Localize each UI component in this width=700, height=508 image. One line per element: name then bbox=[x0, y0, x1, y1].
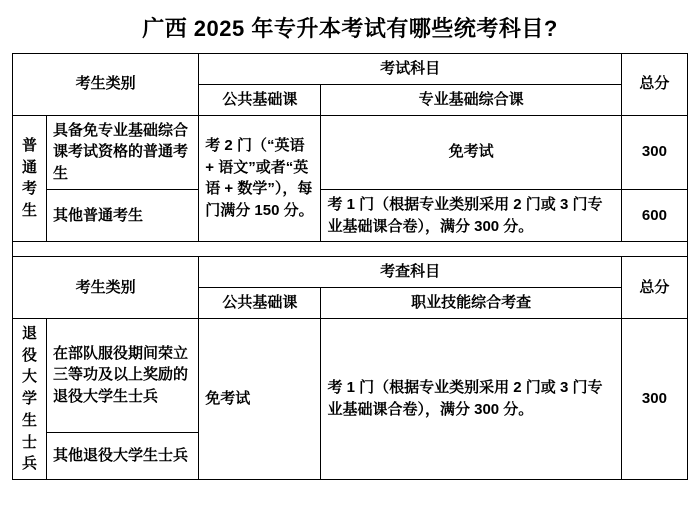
major-course-value-1: 免考试 bbox=[321, 115, 621, 189]
exam-subjects-table bbox=[12, 53, 688, 480]
row-subcategory: 具备免专业基础综合课考试资格的普通考生 bbox=[47, 115, 199, 189]
group-label-char: 大 bbox=[22, 368, 38, 386]
table-row bbox=[13, 115, 688, 189]
group-label-veteran bbox=[13, 318, 47, 479]
group-label-char: 通 bbox=[22, 158, 38, 176]
header-public-course-1: 公共基础课 bbox=[199, 84, 321, 115]
row-subcategory: 在部队服役期间荣立三等功及以上奖励的退役大学生士兵 bbox=[47, 318, 199, 432]
group-label-ordinary bbox=[13, 115, 47, 242]
table-row bbox=[13, 257, 688, 288]
header-major-course-2: 职业技能综合考查 bbox=[321, 288, 621, 319]
header-total-1: 总分 bbox=[621, 54, 687, 116]
group-label-char: 生 bbox=[22, 411, 38, 429]
major-course-value-3: 考 1 门（根据专业类别采用 2 门或 3 门专业基础课合卷），满分 300 分。 bbox=[321, 318, 621, 479]
total-value-1: 300 bbox=[621, 115, 687, 189]
table-separator bbox=[13, 242, 688, 257]
header-total-2: 总分 bbox=[621, 257, 687, 319]
group-label-char: 士 bbox=[22, 433, 38, 451]
header-subjects-group-2: 考查科目 bbox=[199, 257, 622, 288]
group-label-char: 生 bbox=[22, 202, 38, 220]
total-value-2: 600 bbox=[621, 189, 687, 242]
header-category-2: 考生类别 bbox=[13, 257, 199, 319]
total-value-3: 300 bbox=[621, 318, 687, 479]
major-course-value-2: 考 1 门（根据专业类别采用 2 门或 3 门专业基础课合卷），满分 300 分。 bbox=[321, 189, 621, 242]
public-course-value-2: 免考试 bbox=[199, 318, 321, 479]
table-row bbox=[13, 54, 688, 85]
group-label-char: 普 bbox=[22, 136, 38, 154]
header-public-course-2: 公共基础课 bbox=[199, 288, 321, 319]
row-subcategory: 其他普通考生 bbox=[47, 189, 199, 242]
header-major-course-1: 专业基础综合课 bbox=[321, 84, 621, 115]
page-title: 广西 2025 年专升本考试有哪些统考科目? bbox=[142, 16, 558, 41]
group-label-char: 退 bbox=[22, 324, 38, 342]
table-row bbox=[13, 318, 688, 432]
row-subcategory: 其他退役大学生士兵 bbox=[47, 432, 199, 479]
group-label-char: 考 bbox=[22, 180, 38, 198]
group-label-char: 役 bbox=[22, 346, 38, 364]
public-course-value-1: 考 2 门（“英语 + 语文”或者“英语 + 数学”），每门满分 150 分。 bbox=[199, 115, 321, 242]
group-label-char: 兵 bbox=[22, 455, 38, 473]
header-subjects-group-1: 考试科目 bbox=[199, 54, 622, 85]
table-row bbox=[13, 189, 688, 242]
header-category-1: 考生类别 bbox=[13, 54, 199, 116]
group-label-char: 学 bbox=[22, 390, 38, 407]
